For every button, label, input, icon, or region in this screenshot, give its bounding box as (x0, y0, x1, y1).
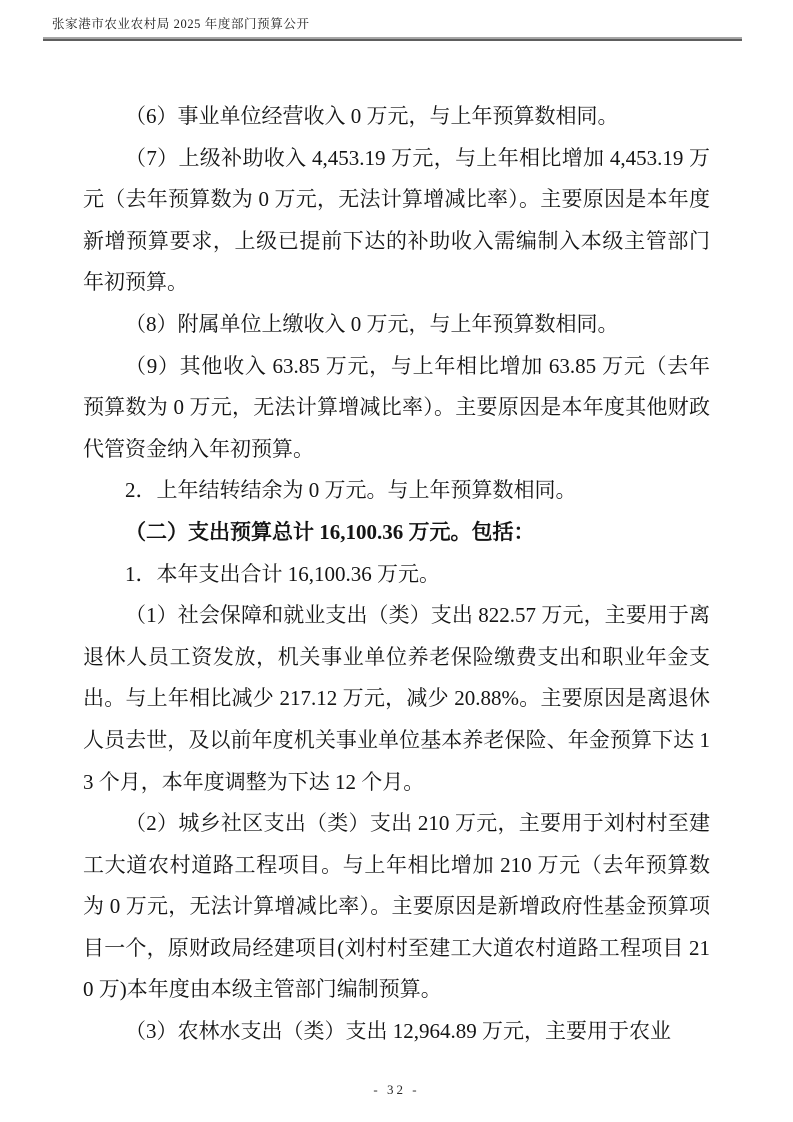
paragraph-carryover: 2．上年结转结余为 0 万元。与上年预算数相同。 (125, 478, 577, 503)
paragraph-income-item-8: （8）附属单位上缴收入 0 万元，与上年预算数相同。 (125, 311, 619, 336)
header-title: 张家港市农业农村局 2025 年度部门预算公开 (52, 17, 310, 31)
paragraph-income-item-9: （9）其他收入 63.85 万元，与上年相比增加 63.85 万元（去年预算数为 0 万元，无法计算增减比率）。主要原因是本年度其他财政代管资金纳入年初预算。 (83, 353, 710, 461)
document-body (83, 96, 710, 1053)
section-heading-expenditure-total: （二）支出预算总计 16,100.36 万元。包括： (125, 519, 535, 544)
document-header (43, 14, 742, 41)
paragraph-expenditure-item-3: （3）农林水支出（类）支出 12,964.89 万元，主要用于农业 (125, 1019, 671, 1044)
header-rule-thick (43, 39, 742, 42)
paragraph-expenditure-total: 1．本年支出合计 16,100.36 万元。 (125, 561, 440, 586)
document-footer (0, 1081, 793, 1099)
paragraph-income-item-7: （7）上级补助收入 4,453.19 万元，与上年相比增加 4,453.19 万元（去年预算数为 0 万元，无法计算增减比率）。主要原因是本年度新增预算要求，上级已提前下达的补助收入需编制入本级主管部门年初预算。 (83, 145, 710, 295)
paragraph-expenditure-item-1: （1）社会保障和就业支出（类）支出 822.57 万元，主要用于离退休人员工资发放，机关事业单位养老保险缴费支出和职业年金支出。与上年相比减少 217.12 万元，减少 20.88%。主要原因是离退休人员去世，及以前年度机关事业单位基本养老保险、年金预算下达 13 个月，本年度调整为下达 12 个月。 (83, 603, 710, 794)
page-number: - 32 - (373, 1082, 420, 1097)
paragraph-income-item-6: （6）事业单位经营收入 0 万元，与上年预算数相同。 (125, 104, 619, 128)
paragraph-expenditure-item-2: （2）城乡社区支出（类）支出 210 万元，主要用于刘村村至建工大道农村道路工程项目。与上年相比增加 210 万元（去年预算数为 0 万元，无法计算增减比率）。主要原因是新增政府性基金预算项目一个，原财政局经建项目(刘村村至建工大道农村道路工程项目 210 万)本年度由本级主管部门编制预算。 (83, 811, 710, 1002)
